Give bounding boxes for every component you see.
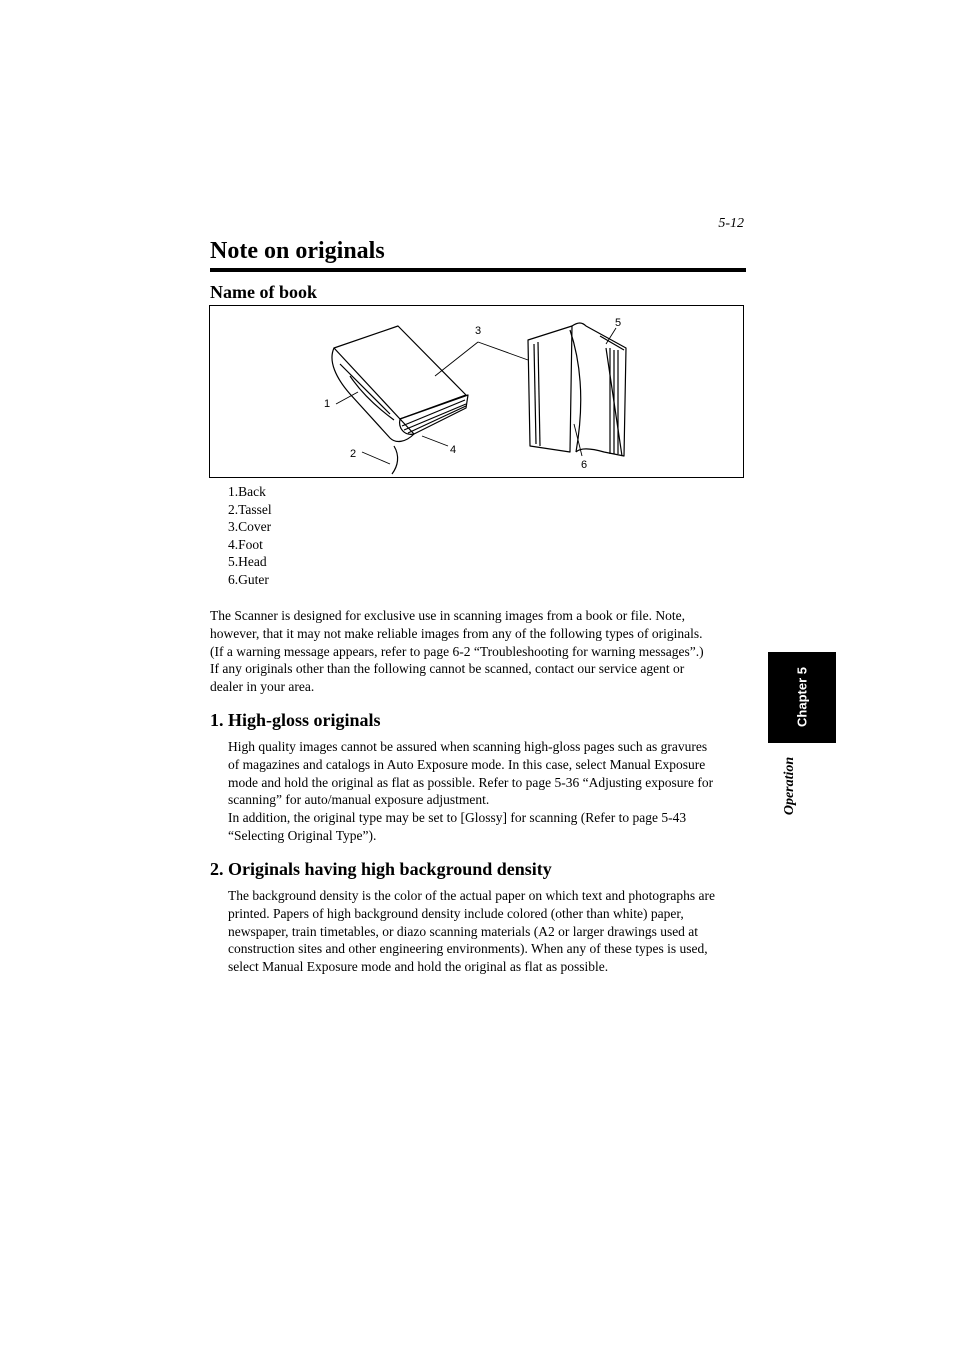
text-line: printed. Papers of high background density include colored (other than white) paper,: [228, 905, 684, 921]
page-title: Note on originals: [210, 238, 385, 264]
text-line: (If a warning message appears, refer to page 6-2 “Troubleshooting for warning messages”.): [210, 643, 704, 659]
book-parts-legend: [228, 483, 272, 589]
page-number: 5-12: [718, 216, 744, 231]
legend-item: 1.Back: [228, 484, 266, 499]
high-gloss-heading: 1. High-gloss originals: [210, 710, 381, 730]
book-diagram: [210, 306, 743, 477]
high-gloss-paragraph: [228, 738, 746, 845]
title-rule: [210, 268, 746, 272]
text-line: The background density is the color of the actual paper on which text and photographs are: [228, 888, 715, 903]
legend-item: 5.Head: [228, 554, 267, 570]
legend-item: 6.Guter: [228, 571, 269, 587]
chapter-tab: [768, 652, 836, 743]
legend-item: 2.Tassel: [228, 501, 272, 517]
text-line: dealer in your area.: [210, 679, 315, 695]
background-density-paragraph: [228, 887, 746, 976]
callout-6: 6: [581, 459, 588, 471]
section-side-label: Operation: [782, 756, 797, 816]
intro-paragraph: [210, 607, 746, 696]
name-of-book-heading: Name of book: [210, 282, 317, 302]
chapter-tab-label: Chapter 5: [794, 667, 810, 727]
text-line: however, that it may not make reliable images from any of the following types of originals.: [210, 625, 703, 641]
callout-1: 1: [324, 398, 331, 410]
text-line: of magazines and catalogs in Auto Exposure mode. In this case, select Manual Exposure: [228, 756, 706, 772]
callout-3: 3: [475, 325, 482, 337]
legend-item: 3.Cover: [228, 519, 272, 535]
callout-4: 4: [450, 444, 457, 456]
legend-item: 4.Foot: [228, 536, 263, 552]
text-line: construction sites and other engineering environments). When any of these types is used,: [228, 941, 708, 957]
text-line: High quality images cannot be assured when scanning high-gloss pages such as gravures: [228, 739, 708, 754]
text-line: In addition, the original type may be set to [Glossy] for scanning (Refer to page 5-43: [228, 810, 687, 826]
callout-2: 2: [350, 448, 357, 460]
book-figure: [209, 305, 744, 478]
text-line: scanning” for auto/manual exposure adjustment.: [228, 792, 490, 808]
text-line: newspaper, train timetables, or diazo scanning materials (A2 or larger drawings used at: [228, 923, 699, 939]
text-line: The Scanner is designed for exclusive use in scanning images from a book or file. Note,: [210, 608, 685, 623]
background-density-heading: 2. Originals having high background density: [210, 859, 552, 879]
text-line: select Manual Exposure mode and hold the original as flat as possible.: [228, 959, 609, 975]
callout-5: 5: [615, 317, 622, 329]
text-line: “Selecting Original Type”).: [228, 827, 377, 843]
text-line: If any originals other than the following cannot be scanned, contact our service agent or: [210, 661, 685, 677]
text-line: mode and hold the original as flat as possible. Refer to page 5-36 “Adjusting exposure for: [228, 774, 714, 790]
